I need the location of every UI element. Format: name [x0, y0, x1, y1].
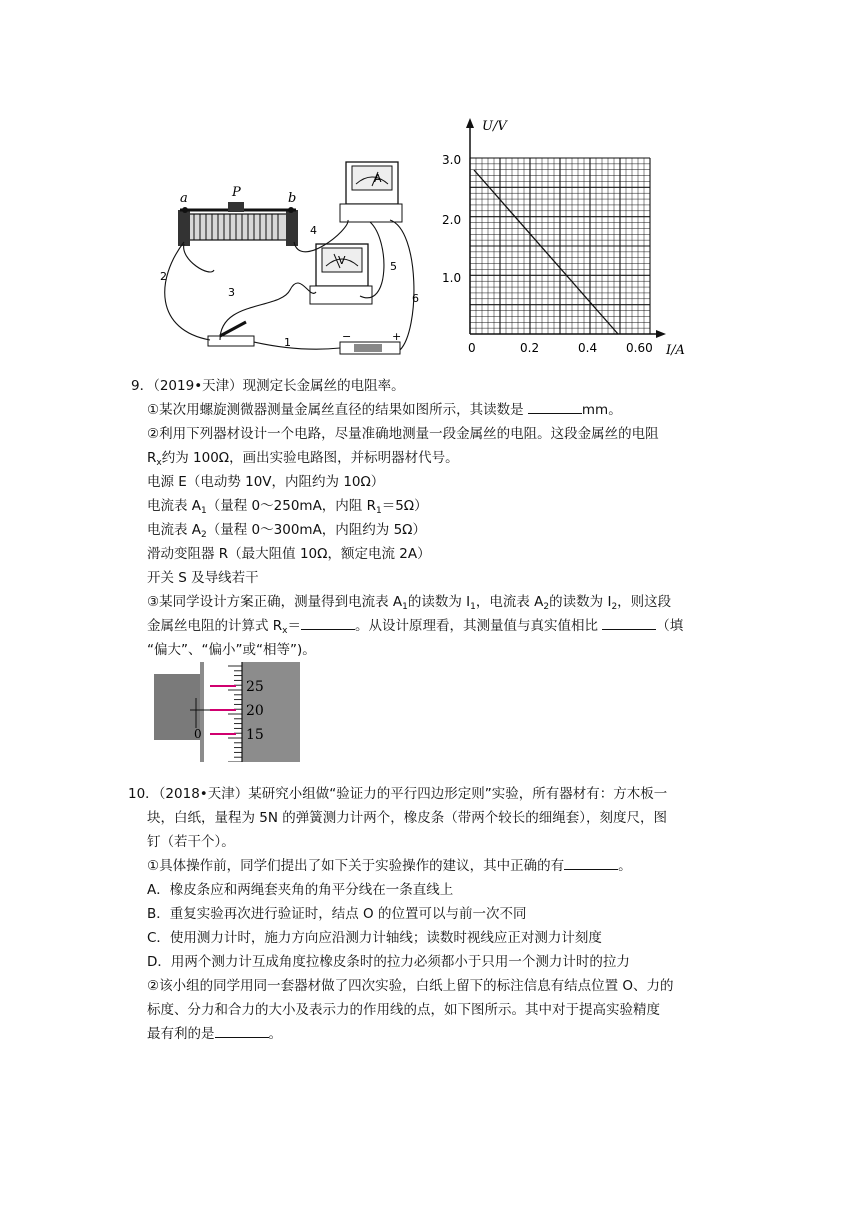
- q9-rx-sub: x: [156, 458, 162, 468]
- q9-r1-sub: 1: [375, 506, 382, 516]
- q9-part1-text: ①某次用螺旋测微器测量金属丝直径的结果如图所示，其读数是: [147, 402, 528, 418]
- q10-part2-line3: [147, 1024, 282, 1044]
- q9-item-switch: 开关 S 及导线若干: [147, 570, 259, 586]
- x-tick-0-6: 0.60: [626, 341, 653, 355]
- terminal-a-label: a: [180, 191, 188, 206]
- y-tick-3: 3.0: [442, 153, 462, 167]
- q10-option-b: B．重复实验再次进行验证时，结点 O 的位置可以与前一次不同: [147, 906, 527, 922]
- q10-option-d: D．用两个测力计互成角度拉橡皮条时的拉力必须都小于只用一个测力计时的拉力: [147, 954, 630, 970]
- q9-part3-line1: [147, 592, 671, 612]
- q10-part1: [147, 856, 632, 876]
- wire-label-3: 3: [228, 286, 235, 299]
- q10-part1-text: ①具体操作前，同学们提出了如下关于实验操作的建议，其中正确的有: [147, 858, 565, 874]
- q10-stem-line2: 块，白纸，量程为 5N 的弹簧测力计两个，橡皮条（带两个较长的细绳套），刻度尺，图: [147, 810, 668, 826]
- q9-part1-unit: mm。: [581, 402, 622, 418]
- q9-p3-t1: ③某同学设计方案正确，测量得到电流表 A: [147, 594, 403, 610]
- q9-a1-text: 电流表 A: [147, 498, 202, 514]
- micrometer-tick-25: 25: [246, 679, 264, 695]
- y-axis-label: U/V: [482, 119, 507, 134]
- y-tick-1: 1.0: [442, 271, 462, 285]
- q9-p3-s3: 2: [543, 602, 550, 612]
- wire-label-4: 4: [310, 224, 317, 237]
- q9-item-ammeter-a1: [147, 496, 428, 516]
- q9-p3l2-t1: 金属丝电阻的计算式 R: [147, 618, 283, 634]
- q9-p3-t4: 的读数为 I: [549, 594, 612, 610]
- q9-p3l2-t3: （填: [656, 618, 684, 634]
- battery-minus-label: −: [342, 330, 352, 343]
- q10-part2-end: 。: [268, 1026, 282, 1042]
- q9-item-source: 电源 E（电动势 10V，内阻约为 10Ω）: [147, 474, 385, 490]
- circuit-diagram: [150, 150, 440, 365]
- graph-grid: [470, 158, 650, 334]
- x-tick-0: 0: [468, 341, 476, 355]
- micrometer-tick-20: 20: [246, 703, 264, 719]
- q9-p3-s2: 1: [470, 602, 476, 612]
- q9-answer-blank-2[interactable]: [301, 616, 355, 630]
- q9-p3-t2: 的读数为 I: [407, 594, 471, 610]
- q9-part1: [147, 400, 622, 420]
- q9-answer-blank-1[interactable]: [528, 400, 582, 414]
- q9-p3l2-t2: 。从设计原理看，其测量值与真实值相比: [355, 618, 603, 634]
- q9-answer-blank-3[interactable]: [602, 616, 656, 630]
- q10-answer-blank-2[interactable]: [215, 1024, 269, 1038]
- ammeter-label: A: [374, 172, 382, 185]
- q9-a2-text2: （量程 0～300mA，内阻约为 5Ω）: [206, 522, 426, 538]
- q9-part3-line2: [147, 616, 683, 636]
- q9-stem: 9．（2019•天津）现测定长金属丝的电阻率。: [131, 378, 405, 394]
- q9-a1-text3: ＝5Ω）: [381, 498, 428, 514]
- q9-a1-sub: 1: [201, 506, 207, 516]
- micrometer-zero: 0: [194, 727, 202, 741]
- voltmeter-label: V: [338, 254, 346, 267]
- wire-label-6: 6: [412, 292, 419, 305]
- q9-a1-text2: （量程 0～250mA，内阻 R: [206, 498, 376, 514]
- micrometer-tick-15: 15: [246, 727, 264, 743]
- q9-item-ammeter-a2: [147, 520, 426, 540]
- micrometer-figure: [154, 662, 300, 762]
- q10-stem-line1: 10．（2018•天津）某研究小组做“验证力的平行四边形定则”实验，所有器材有：方木板一: [128, 786, 668, 802]
- x-tick-0-4: 0.4: [578, 341, 598, 355]
- q9-p3-t3: ，电流表 A: [475, 594, 544, 610]
- terminal-b-label: b: [288, 191, 297, 206]
- battery-plus-label: +: [392, 330, 402, 343]
- y-tick-2: 2.0: [442, 213, 462, 227]
- q10-option-a: A．橡皮条应和两绳套夹角的角平分线在一条直线上: [147, 882, 454, 898]
- q9-a2-text: 电流表 A: [147, 522, 202, 538]
- q9-part2-line2: [147, 448, 459, 468]
- q10-part2-line1: ②该小组的同学用同一套器材做了四次实验，白纸上留下的标注信息有结点位置 O、力的: [147, 978, 674, 994]
- q10-answer-blank-1[interactable]: [564, 856, 618, 870]
- q9-p3l2-eq: ＝: [287, 618, 301, 634]
- q9-a2-sub: 2: [201, 530, 207, 540]
- u-i-graph: [440, 112, 700, 362]
- q9-item-rheostat: 滑动变阻器 R（最大阻值 10Ω，额定电流 2A）: [147, 546, 431, 562]
- wire-label-1: 1: [284, 336, 291, 349]
- wire-label-2: 2: [160, 270, 167, 283]
- x-axis-label: I/A: [666, 343, 685, 358]
- q10-option-c: C．使用测力计时，施力方向应沿测力计轴线；读数时视线应正对测力计刻度: [147, 930, 602, 946]
- q9-part2-line1: ②利用下列器材设计一个电路，尽量准确地测量一段金属丝的电阻。这段金属丝的电阻: [147, 426, 659, 442]
- q9-rx-symbol: R: [147, 450, 157, 466]
- q10-part1-end: 。: [618, 858, 632, 874]
- wire-label-5: 5: [390, 260, 397, 273]
- q10-part2-line3-text: 最有利的是: [147, 1026, 215, 1042]
- q9-part3-line3: “偏大”、“偏小”或“相等”)。: [147, 642, 316, 658]
- q10-part2-line2: 标度、分力和合力的大小及表示力的作用线的点，如下图所示。其中对于提高实验精度: [147, 1002, 660, 1018]
- q9-p3-s1: 1: [402, 602, 408, 612]
- q9-p3-t5: ，则这段: [617, 594, 672, 610]
- q10-stem-line3: 钉（若干个）。: [147, 834, 235, 850]
- q9-part2-line2-text: 约为 100Ω，画出实验电路图，并标明器材代号。: [161, 450, 459, 466]
- slider-p-label: P: [232, 185, 241, 200]
- q9-p3-s4: 2: [611, 602, 618, 612]
- q9-p3l2-sub: x: [282, 626, 288, 636]
- x-tick-0-2: 0.2: [520, 341, 540, 355]
